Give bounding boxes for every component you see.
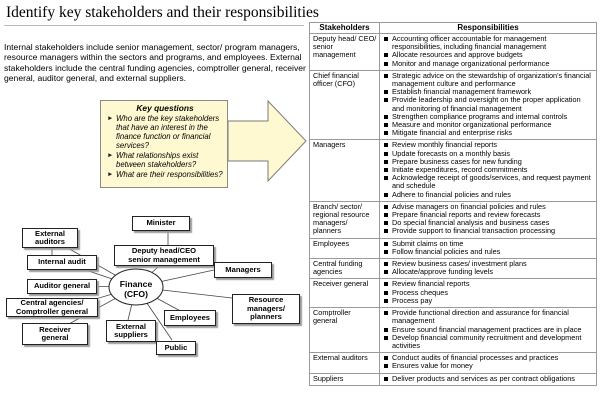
table-row xyxy=(310,70,597,140)
stakeholder-cell: Managers xyxy=(310,140,380,201)
bullet-triangle-icon: ► xyxy=(107,171,114,178)
right-arrow-icon xyxy=(228,100,308,182)
responsibility-item: Deliver products and services as per contract obligations xyxy=(383,375,594,383)
table-row xyxy=(310,140,597,201)
stakeholder-cell: Receiver general xyxy=(310,279,380,308)
stakeholder-cell: Suppliers xyxy=(310,373,380,385)
node-receiver-general: Receiver general xyxy=(22,323,88,345)
title-divider xyxy=(4,25,304,26)
responsibility-item: Process pay xyxy=(383,297,594,305)
key-question-item: ► What are their responsibilities? xyxy=(107,170,223,179)
bullet-square-icon xyxy=(384,168,388,172)
node-deputy-head: Deputy head/CEO senior management xyxy=(114,245,214,266)
bullet-square-icon xyxy=(384,242,388,246)
table-header-row xyxy=(310,23,597,34)
bullet-square-icon xyxy=(384,221,388,225)
responsibilities-cell xyxy=(380,201,597,238)
stakeholder-cell: Central funding agencies xyxy=(310,259,380,279)
header-stakeholders: Stakeholders xyxy=(310,23,380,34)
node-managers: Managers xyxy=(214,262,272,278)
responsibility-item: Ensure sound financial management practices are in place xyxy=(383,326,594,334)
node-external-suppliers: External suppliers xyxy=(106,320,156,342)
bullet-square-icon xyxy=(384,90,388,94)
bullet-square-icon xyxy=(384,53,388,57)
bullet-square-icon xyxy=(384,193,388,197)
responsibility-item: Allocate/approve funding levels xyxy=(383,268,594,276)
table-row xyxy=(310,308,597,353)
responsibility-item: Develop financial community recruitment and development activities xyxy=(383,334,594,350)
bullet-square-icon xyxy=(384,213,388,217)
bullet-square-icon xyxy=(384,229,388,233)
responsibility-item: Mitigate financial and enterprise risks xyxy=(383,129,594,137)
stakeholder-cell: Chief financial officer (CFO) xyxy=(310,70,380,140)
bullet-square-icon xyxy=(384,356,388,360)
key-questions-box xyxy=(100,100,228,188)
responsibilities-cell xyxy=(380,259,597,279)
responsibility-item: Update forecasts on a monthly basis xyxy=(383,150,594,158)
header-responsibilities: Responsibilities xyxy=(380,23,597,34)
responsibility-item: Provide leadership and oversight on the proper application and monitoring of financial management xyxy=(383,96,594,112)
responsibilities-cell xyxy=(380,353,597,373)
table-row xyxy=(310,373,597,385)
bullet-square-icon xyxy=(384,311,388,315)
node-resource-managers: Resource managers/ planners xyxy=(232,294,300,324)
responsibility-item: Provide functional direction and assurance for financial management xyxy=(383,309,594,325)
table-row xyxy=(310,201,597,238)
stakeholder-cell: Employees xyxy=(310,238,380,258)
key-questions-list xyxy=(107,114,225,180)
responsibility-item: Conduct audits of financial processes and practices xyxy=(383,354,594,362)
node-employees: Employees xyxy=(164,310,216,326)
bullet-square-icon xyxy=(384,176,388,180)
table-body xyxy=(310,34,597,386)
responsibility-item: Monitor and manage organizational performance xyxy=(383,60,594,68)
bullet-square-icon xyxy=(384,115,388,119)
node-auditor-general: Auditor general xyxy=(27,279,97,294)
responsibility-item: Allocate resources and approve budgets xyxy=(383,51,594,59)
page-title: Identify key stakeholders and their responsibilities xyxy=(6,4,319,21)
bullet-square-icon xyxy=(384,377,388,381)
responsibilities-cell xyxy=(380,140,597,201)
bullet-triangle-icon: ► xyxy=(107,115,114,122)
node-internal-audit: Internal audit xyxy=(27,255,97,270)
bullet-square-icon xyxy=(384,123,388,127)
key-question-item: ► Who are the key stakeholders that have an interest in the finance function or financial services? xyxy=(107,114,220,150)
responsibility-item: Review financial reports xyxy=(383,280,594,288)
table-row xyxy=(310,34,597,71)
table-row xyxy=(310,238,597,258)
bullet-square-icon xyxy=(384,98,388,102)
responsibilities-cell xyxy=(380,70,597,140)
bullet-square-icon xyxy=(384,291,388,295)
responsibility-item: Advise managers on financial policies and rules xyxy=(383,203,594,211)
bullet-square-icon xyxy=(384,262,388,266)
table-row xyxy=(310,259,597,279)
responsibilities-cell xyxy=(380,238,597,258)
key-questions-title: Key questions xyxy=(136,103,194,113)
bullet-triangle-icon: ► xyxy=(107,152,114,159)
responsibility-item: Measure and monitor organizational performance xyxy=(383,121,594,129)
responsibility-item: Strengthen compliance programs and internal controls xyxy=(383,113,594,121)
stakeholder-cell: Deputy head/ CEO/ senior management xyxy=(310,34,380,71)
responsibility-item: Prepare financial reports and review forecasts xyxy=(383,211,594,219)
intro-paragraph: Internal stakeholders include senior management, sector/ program managers, resource managers within the sectors and programs, and employees. External stakeholders include the central funding agencies, comptroller general, receiver general, auditor general, and external suppliers. xyxy=(4,42,306,83)
bullet-square-icon xyxy=(384,282,388,286)
responsibility-item: Submit claims on time xyxy=(383,240,594,248)
responsibility-item: Prepare business cases for new funding xyxy=(383,158,594,166)
bullet-square-icon xyxy=(384,152,388,156)
stakeholder-cell: Comptroller general xyxy=(310,308,380,353)
responsibility-item: Review business cases/ investment plans xyxy=(383,260,594,268)
bullet-square-icon xyxy=(384,62,388,66)
key-question-item: ► What relationships exist between stakeholders? xyxy=(107,151,199,169)
stakeholder-cell: Branch/ sector/ regional resource managers/ planners xyxy=(310,201,380,238)
bullet-square-icon xyxy=(384,364,388,368)
responsibilities-cell xyxy=(380,279,597,308)
responsibility-item: Provide support to financial transaction processing xyxy=(383,227,594,235)
responsibility-item: Establish financial management framework xyxy=(383,88,594,96)
bullet-square-icon xyxy=(384,250,388,254)
bullet-square-icon xyxy=(384,328,388,332)
node-public: Public xyxy=(156,341,196,355)
table-row xyxy=(310,279,597,308)
responsibility-item: Strategic advice on the stewardship of organization's financial management culture and performance xyxy=(383,72,594,88)
responsibilities-cell xyxy=(380,34,597,71)
responsibility-item: Adhere to financial policies and rules xyxy=(383,191,594,199)
responsibility-item: Follow financial policies and rules xyxy=(383,248,594,256)
responsibility-item: Do special financial analysis and business cases xyxy=(383,219,594,227)
bullet-square-icon xyxy=(384,74,388,78)
bullet-square-icon xyxy=(384,160,388,164)
table-row xyxy=(310,353,597,373)
bullet-square-icon xyxy=(384,37,388,41)
stakeholder-cell: External auditors xyxy=(310,353,380,373)
responsibilities-cell xyxy=(380,373,597,385)
bullet-square-icon xyxy=(384,131,388,135)
responsibilities-cell xyxy=(380,308,597,353)
finance-cfo-label: Finance (CFO) xyxy=(119,279,153,299)
responsibilities-table xyxy=(309,22,597,386)
responsibility-item: Process cheques xyxy=(383,289,594,297)
bullet-square-icon xyxy=(384,205,388,209)
responsibility-item: Ensures value for money xyxy=(383,362,594,370)
bullet-square-icon xyxy=(384,143,388,147)
node-central-agencies: Central agencies/ Comptroller general xyxy=(6,298,98,317)
node-external-auditors: External auditors xyxy=(22,228,78,248)
bullet-square-icon xyxy=(384,336,388,340)
bullet-square-icon xyxy=(384,299,388,303)
node-minister: Minister xyxy=(132,216,190,231)
bullet-square-icon xyxy=(384,270,388,274)
responsibility-item: Accounting officer accountable for management responsibilities, including financial management xyxy=(383,35,594,51)
responsibility-item: Review monthly financial reports xyxy=(383,141,594,149)
responsibility-item: Initiate expenditures, record commitments xyxy=(383,166,594,174)
responsibility-item: Acknowledge receipt of goods/services, and request payment and schedule xyxy=(383,174,594,190)
